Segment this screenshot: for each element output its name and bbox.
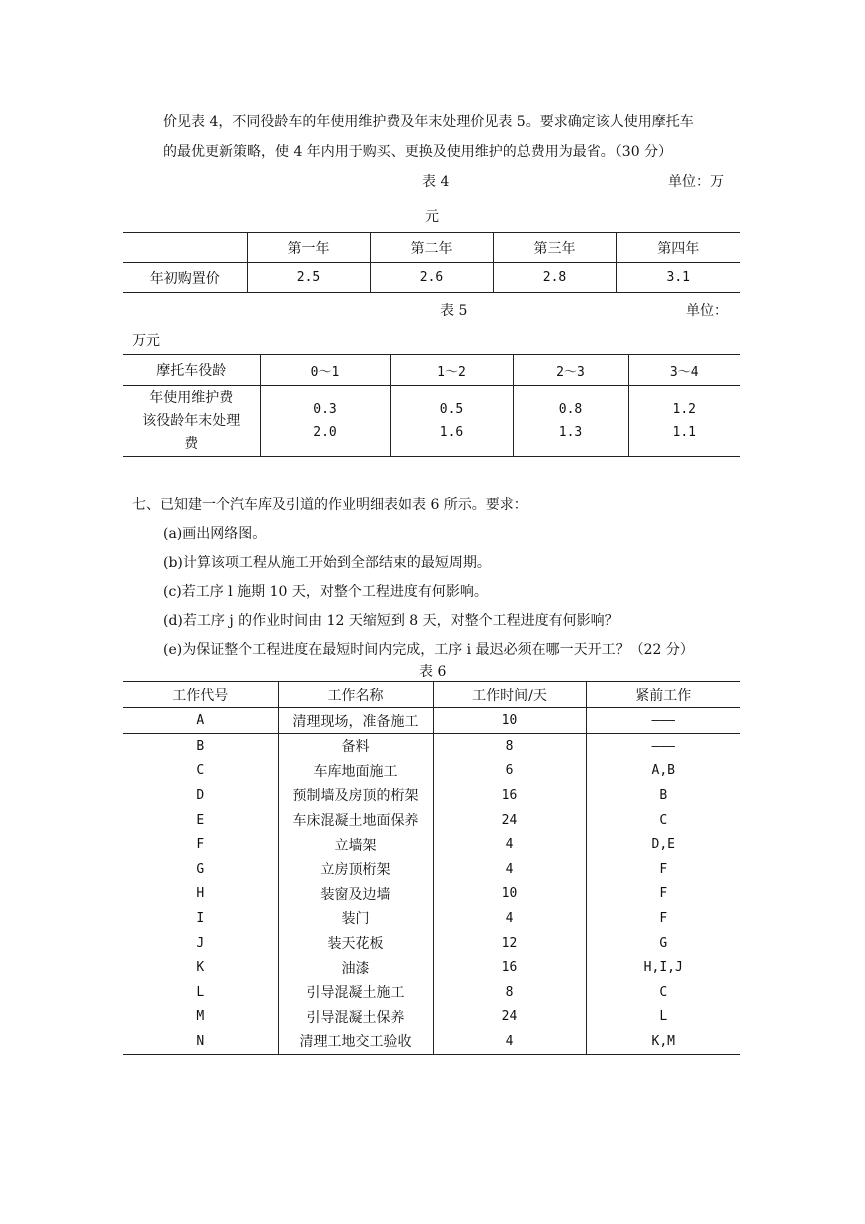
section7-item-e: (e)为保证整个工程进度在最短时间内完成，工序 i 最迟必须在哪一天开工？（22 分） — [163, 642, 694, 658]
table6-code-cell: H — [196, 886, 205, 902]
table5-cell — [513, 386, 628, 457]
table5-header-row — [123, 355, 740, 386]
section7-item-a: (a)画出网络图。 — [163, 526, 267, 542]
table6-row — [123, 759, 740, 784]
table6-row — [123, 882, 740, 907]
table6-time-cell: 10 — [433, 882, 586, 907]
table6-row — [123, 783, 740, 808]
table6-row — [123, 906, 740, 931]
table-5 — [123, 354, 740, 457]
table6-name-cell: 立墙架 — [278, 832, 433, 857]
table6-name-cell: 备料 — [278, 734, 433, 759]
table5-disposal-value: 2.0 — [313, 425, 337, 440]
table6-predecessor-cell: F — [586, 857, 740, 882]
table5-unit: 单位： — [686, 303, 728, 319]
table4-unit-cont: 元 — [425, 209, 439, 225]
section7-item-c: (c)若工序 l 施期 10 天，对整个工程进度有何影响。 — [163, 584, 488, 600]
table6-code-cell: C — [196, 763, 205, 779]
table6-code-cell: K — [196, 960, 205, 976]
table6-name-cell: 车床混凝土地面保养 — [278, 808, 433, 833]
table6-time-cell: 4 — [433, 906, 586, 931]
table6-title: 表 6 — [419, 664, 447, 680]
table6-predecessor-cell: F — [586, 906, 740, 931]
table6-time-cell: 16 — [433, 955, 586, 980]
table6-time-cell: 10 — [433, 708, 586, 734]
table6-predecessor-cell: B — [586, 783, 740, 808]
table4-cell: 2.8 — [493, 263, 616, 293]
table6-time-cell: 16 — [433, 783, 586, 808]
table5-label-disposal: 该役龄年末处理 — [142, 412, 241, 429]
table5-row-label — [123, 386, 260, 457]
table5-header-cell: 摩托车役龄 — [123, 355, 260, 386]
table5-unit-cont: 万元 — [132, 333, 160, 349]
table6-time-cell: 6 — [433, 759, 586, 784]
table6-row — [123, 1029, 740, 1054]
table6-predecessor-cell: D,E — [586, 832, 740, 857]
table5-maintenance-value: 0.5 — [439, 402, 464, 417]
table5-maintenance-value: 0.8 — [558, 402, 583, 417]
table5-header-cell: 2～3 — [513, 355, 628, 386]
table6-name-cell: 清理现场，准备施工 — [278, 708, 433, 734]
table5-header-cell: 1～2 — [390, 355, 513, 386]
table6-row — [123, 832, 740, 857]
table5-maintenance-value: 1.2 — [672, 402, 696, 417]
table6-name-cell: 引导混凝土施工 — [278, 980, 433, 1005]
table6-name-cell: 引导混凝土保养 — [278, 1005, 433, 1030]
table4-row — [123, 263, 740, 293]
table6-code-cell: I — [196, 910, 205, 926]
table5-cell — [628, 386, 740, 457]
table4-header-cell: 第一年 — [247, 233, 370, 263]
table4-unit: 单位：万 — [668, 174, 724, 190]
table6-predecessor-cell: H,I,J — [586, 955, 740, 980]
table6-predecessor-cell: K,M — [586, 1029, 740, 1054]
table6-predecessor-cell: ——— — [586, 708, 740, 734]
table6-header-cell: 工作时间/天 — [433, 682, 586, 708]
table6-time-cell: 24 — [433, 808, 586, 833]
table5-disposal-value: 1.1 — [672, 425, 696, 440]
table5-row — [123, 386, 740, 457]
table6-time-cell: 24 — [433, 1005, 586, 1030]
section7-heading: 七、已知建一个汽车库及引道的作业明细表如表 6 所示。要求： — [132, 497, 528, 513]
table5-label-maintenance: 年使用维护费 — [149, 389, 234, 406]
table4-cell: 2.5 — [247, 263, 370, 293]
table6-name-cell: 清理工地交工验收 — [278, 1029, 433, 1054]
table6-time-cell: 4 — [433, 832, 586, 857]
table6-code-cell: J — [196, 935, 205, 951]
table4-header-cell: 第四年 — [616, 233, 740, 263]
table6-time-cell: 12 — [433, 931, 586, 956]
table6-predecessor-cell: F — [586, 882, 740, 907]
table4-header-row — [123, 233, 740, 263]
table5-cell — [260, 386, 390, 457]
table5-header-cell: 0～1 — [260, 355, 390, 386]
intro-line-2: 的最优更新策略，使 4 年内用于购买、更换及使用维护的总费用为最省。（30 分） — [163, 144, 673, 160]
table-6 — [123, 681, 740, 1055]
table5-label-disposal-cont: 费 — [184, 435, 199, 452]
table6-time-cell: 8 — [433, 734, 586, 759]
table6-name-cell: 预制墙及房顶的桁架 — [278, 783, 433, 808]
table4-row-label: 年初购置价 — [123, 263, 247, 293]
table5-disposal-value: 1.3 — [558, 425, 583, 440]
table6-row — [123, 708, 740, 734]
table4-header-cell: 第三年 — [493, 233, 616, 263]
table6-predecessor-cell: G — [586, 931, 740, 956]
table6-row — [123, 857, 740, 882]
table6-code-cell: E — [196, 812, 205, 828]
table6-code-cell: B — [196, 738, 205, 754]
table4-cell: 3.1 — [616, 263, 740, 293]
table6-code-cell: M — [196, 1009, 205, 1025]
table6-name-cell: 装天花板 — [278, 931, 433, 956]
intro-line-1: 价见表 4，不同役龄车的年使用维护费及年末处理价见表 5。要求确定该人使用摩托车 — [163, 114, 694, 130]
table5-title: 表 5 — [440, 303, 468, 319]
table4-title: 表 4 — [422, 174, 450, 190]
table4-cell: 2.6 — [370, 263, 493, 293]
table6-name-cell: 立房顶桁架 — [278, 857, 433, 882]
table6-row — [123, 980, 740, 1005]
table6-predecessor-cell: C — [586, 808, 740, 833]
table6-name-cell: 油漆 — [278, 955, 433, 980]
table6-header-cell: 工作名称 — [278, 682, 433, 708]
table6-code-cell: A — [123, 708, 278, 734]
table6-name-cell: 车库地面施工 — [278, 759, 433, 784]
table6-header-row — [123, 682, 740, 708]
table4-header-cell: 第二年 — [370, 233, 493, 263]
section7-item-d: (d)若工序 j 的作业时间由 12 天缩短到 8 天，对整个工程进度有何影响？ — [163, 613, 619, 629]
table5-disposal-value: 1.6 — [439, 425, 464, 440]
table6-time-cell: 4 — [433, 857, 586, 882]
table6-name-cell: 装门 — [278, 906, 433, 931]
table-4 — [123, 232, 740, 293]
table6-predecessor-cell: A,B — [586, 759, 740, 784]
table5-cell — [390, 386, 513, 457]
table6-predecessor-cell: C — [586, 980, 740, 1005]
table6-time-cell: 4 — [433, 1029, 586, 1054]
table6-code-cell: N — [123, 1029, 278, 1054]
table6-code-cell: D — [196, 787, 205, 803]
table6-predecessor-cell: L — [586, 1005, 740, 1030]
table4-header-cell — [123, 233, 247, 263]
table6-code-cell: G — [196, 861, 205, 877]
table6-predecessor-cell: ——— — [586, 734, 740, 759]
table6-row — [123, 1005, 740, 1030]
table6-code-cell: F — [196, 837, 205, 853]
section7-item-b: (b)计算该项工程从施工开始到全部结束的最短周期。 — [163, 555, 491, 571]
table6-row — [123, 808, 740, 833]
table6-header-cell: 紧前工作 — [586, 682, 740, 708]
table6-name-cell: 装窗及边墙 — [278, 882, 433, 907]
table5-maintenance-value: 0.3 — [313, 402, 337, 417]
table6-row — [123, 931, 740, 956]
table6-row — [123, 734, 740, 759]
table6-row — [123, 955, 740, 980]
table5-header-cell: 3～4 — [628, 355, 740, 386]
table6-header-cell: 工作代号 — [123, 682, 278, 708]
table6-code-cell: L — [196, 984, 205, 1000]
table6-time-cell: 8 — [433, 980, 586, 1005]
